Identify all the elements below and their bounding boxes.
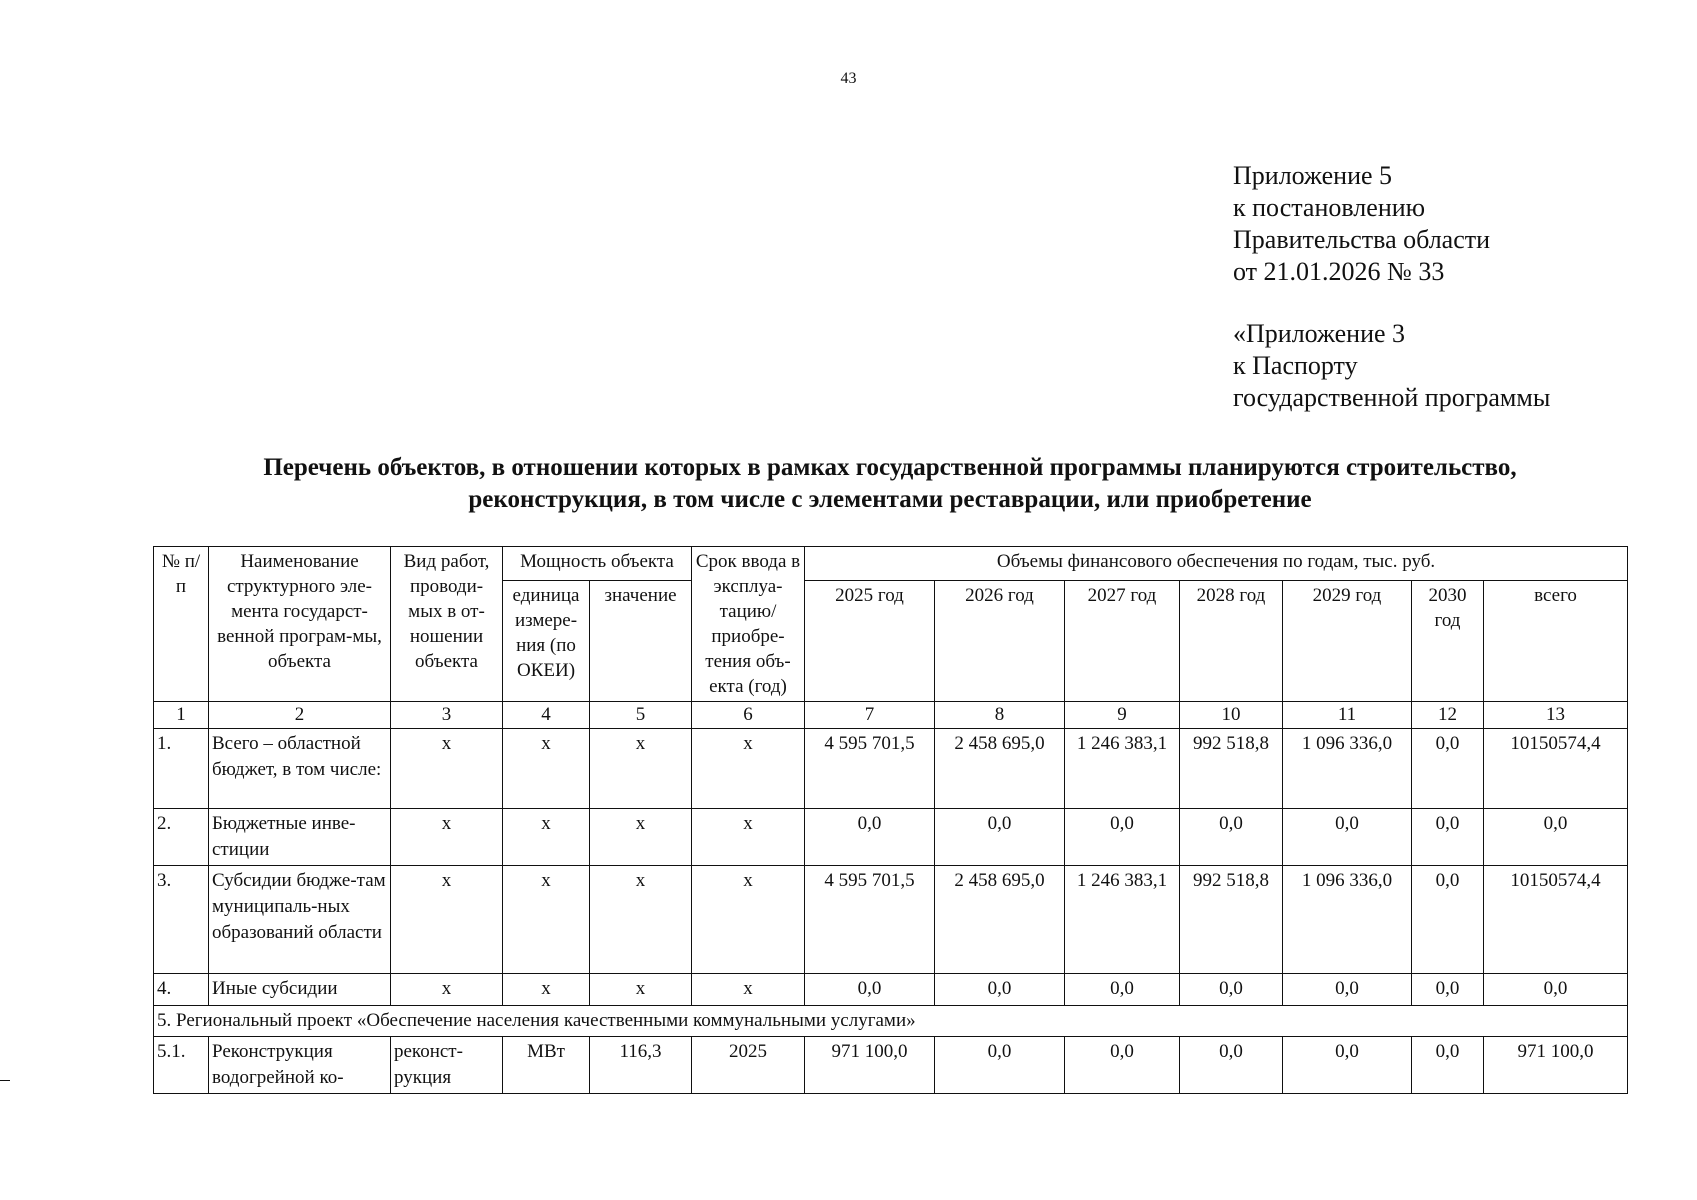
- appendix-line: Приложение 5: [1233, 161, 1393, 190]
- row-unit: х: [503, 809, 590, 866]
- header-unit: единица измере-ния (по ОКЕИ): [503, 581, 590, 702]
- row-2025: 4 595 701,5: [805, 729, 935, 809]
- row-2030: 0,0: [1412, 809, 1484, 866]
- row-term: 2025: [692, 1037, 805, 1094]
- row-value: х: [590, 866, 692, 974]
- header-year-2026: 2026 год: [935, 581, 1065, 702]
- section-title: 5. Региональный проект «Обеспечение населения качественными коммунальными услугами»: [154, 1006, 1628, 1037]
- annex-line: «Приложение 3: [1233, 319, 1406, 348]
- column-number: 9: [1065, 702, 1180, 729]
- row-2030: 0,0: [1412, 1037, 1484, 1094]
- row-value: х: [590, 974, 692, 1006]
- row-name: Всего – областной бюджет, в том числе:: [209, 729, 391, 809]
- row-value: х: [590, 729, 692, 809]
- row-total: 971 100,0: [1484, 1037, 1628, 1094]
- row-work: реконст-рукция: [391, 1037, 503, 1094]
- row-name: Иные субсидии: [209, 974, 391, 1006]
- appendix-block: [1233, 160, 1550, 414]
- row-work: х: [391, 729, 503, 809]
- row-number: 4.: [154, 974, 209, 1006]
- objects-table: [153, 546, 1628, 1094]
- row-term: х: [692, 866, 805, 974]
- margin-dash: [0, 1080, 10, 1081]
- section-row: [154, 1006, 1628, 1037]
- title-line: Перечень объектов, в отношении которых в рамках государственной программы планируются строительство,: [263, 454, 1517, 481]
- appendix-line: от 21.01.2026 № 33: [1233, 257, 1445, 286]
- header-name: Наименование структурного эле-мента государст-венной програм-мы, объекта: [209, 547, 391, 702]
- row-2026: 0,0: [935, 974, 1065, 1006]
- annex-line: к Паспорту: [1233, 351, 1358, 380]
- row-2025: 0,0: [805, 974, 935, 1006]
- row-2028: 992 518,8: [1180, 866, 1283, 974]
- title-line: реконструкция, в том числе с элементами реставрации, или приобретение: [468, 486, 1312, 513]
- column-number: 2: [209, 702, 391, 729]
- header-term: Срок ввода в эксплуа-тацию/ приобре-тения объ-екта (год): [692, 547, 805, 702]
- row-2029: 0,0: [1283, 1037, 1412, 1094]
- header-total: всего: [1484, 581, 1628, 702]
- row-2030: 0,0: [1412, 729, 1484, 809]
- row-2026: 0,0: [935, 1037, 1065, 1094]
- row-2028: 0,0: [1180, 809, 1283, 866]
- row-2026: 0,0: [935, 809, 1065, 866]
- header-year-2025: 2025 год: [805, 581, 935, 702]
- row-2027: 0,0: [1065, 809, 1180, 866]
- row-value: 116,3: [590, 1037, 692, 1094]
- annex-line: государственной программы: [1233, 383, 1551, 412]
- column-number: 13: [1484, 702, 1628, 729]
- row-number: 1.: [154, 729, 209, 809]
- row-2025: 971 100,0: [805, 1037, 935, 1094]
- row-name: Бюджетные инве-стиции: [209, 809, 391, 866]
- row-unit: х: [503, 974, 590, 1006]
- row-2025: 4 595 701,5: [805, 866, 935, 974]
- row-unit: х: [503, 866, 590, 974]
- column-number: 8: [935, 702, 1065, 729]
- header-year-2027: 2027 год: [1065, 581, 1180, 702]
- row-2027: 0,0: [1065, 1037, 1180, 1094]
- row-total: 0,0: [1484, 974, 1628, 1006]
- header-capacity: Мощность объекта: [503, 547, 692, 581]
- row-2029: 0,0: [1283, 809, 1412, 866]
- column-number: 3: [391, 702, 503, 729]
- header-year-2029: 2029 год: [1283, 581, 1412, 702]
- row-name: Реконструкция водогрейной ко-: [209, 1037, 391, 1094]
- table-row: [154, 729, 1628, 809]
- row-work: х: [391, 974, 503, 1006]
- row-term: х: [692, 974, 805, 1006]
- row-value: х: [590, 809, 692, 866]
- column-number: 4: [503, 702, 590, 729]
- row-2029: 1 096 336,0: [1283, 866, 1412, 974]
- header-row: [154, 547, 1628, 581]
- header-year-2030: 2030 год: [1412, 581, 1484, 702]
- row-2030: 0,0: [1412, 866, 1484, 974]
- row-2027: 1 246 383,1: [1065, 866, 1180, 974]
- column-number: 1: [154, 702, 209, 729]
- row-term: х: [692, 729, 805, 809]
- column-number: 7: [805, 702, 935, 729]
- header-work: Вид работ, проводи-мых в от-ношении объекта: [391, 547, 503, 702]
- row-unit: МВт: [503, 1037, 590, 1094]
- header-value: значение: [590, 581, 692, 702]
- page-number: 43: [840, 70, 857, 87]
- row-2028: 0,0: [1180, 1037, 1283, 1094]
- column-number: 12: [1412, 702, 1484, 729]
- table-row: [154, 866, 1628, 974]
- appendix-line: к постановлению: [1233, 193, 1426, 222]
- appendix-line: Правительства области: [1233, 225, 1491, 254]
- row-term: х: [692, 809, 805, 866]
- row-2026: 2 458 695,0: [935, 866, 1065, 974]
- row-total: 0,0: [1484, 809, 1628, 866]
- column-number-row: [154, 702, 1628, 729]
- header-num: № п/п: [154, 547, 209, 702]
- row-2030: 0,0: [1412, 974, 1484, 1006]
- row-number: 3.: [154, 866, 209, 974]
- row-total: 10150574,4: [1484, 866, 1628, 974]
- column-number: 5: [590, 702, 692, 729]
- row-2029: 1 096 336,0: [1283, 729, 1412, 809]
- row-2028: 0,0: [1180, 974, 1283, 1006]
- row-work: х: [391, 809, 503, 866]
- document-title: [150, 452, 1630, 516]
- row-2025: 0,0: [805, 809, 935, 866]
- row-2027: 0,0: [1065, 974, 1180, 1006]
- table-row: [154, 1037, 1628, 1094]
- column-number: 6: [692, 702, 805, 729]
- column-number: 10: [1180, 702, 1283, 729]
- row-2026: 2 458 695,0: [935, 729, 1065, 809]
- column-number: 11: [1283, 702, 1412, 729]
- row-name: Субсидии бюдже-там муниципаль-ных образований области: [209, 866, 391, 974]
- row-total: 10150574,4: [1484, 729, 1628, 809]
- header-funding: Объемы финансового обеспечения по годам, тыс. руб.: [805, 547, 1628, 581]
- row-number: 5.1.: [154, 1037, 209, 1094]
- row-2027: 1 246 383,1: [1065, 729, 1180, 809]
- header-year-2028: 2028 год: [1180, 581, 1283, 702]
- row-unit: х: [503, 729, 590, 809]
- row-number: 2.: [154, 809, 209, 866]
- row-work: х: [391, 866, 503, 974]
- table-row: [154, 809, 1628, 866]
- row-2029: 0,0: [1283, 974, 1412, 1006]
- table-row: [154, 974, 1628, 1006]
- row-2028: 992 518,8: [1180, 729, 1283, 809]
